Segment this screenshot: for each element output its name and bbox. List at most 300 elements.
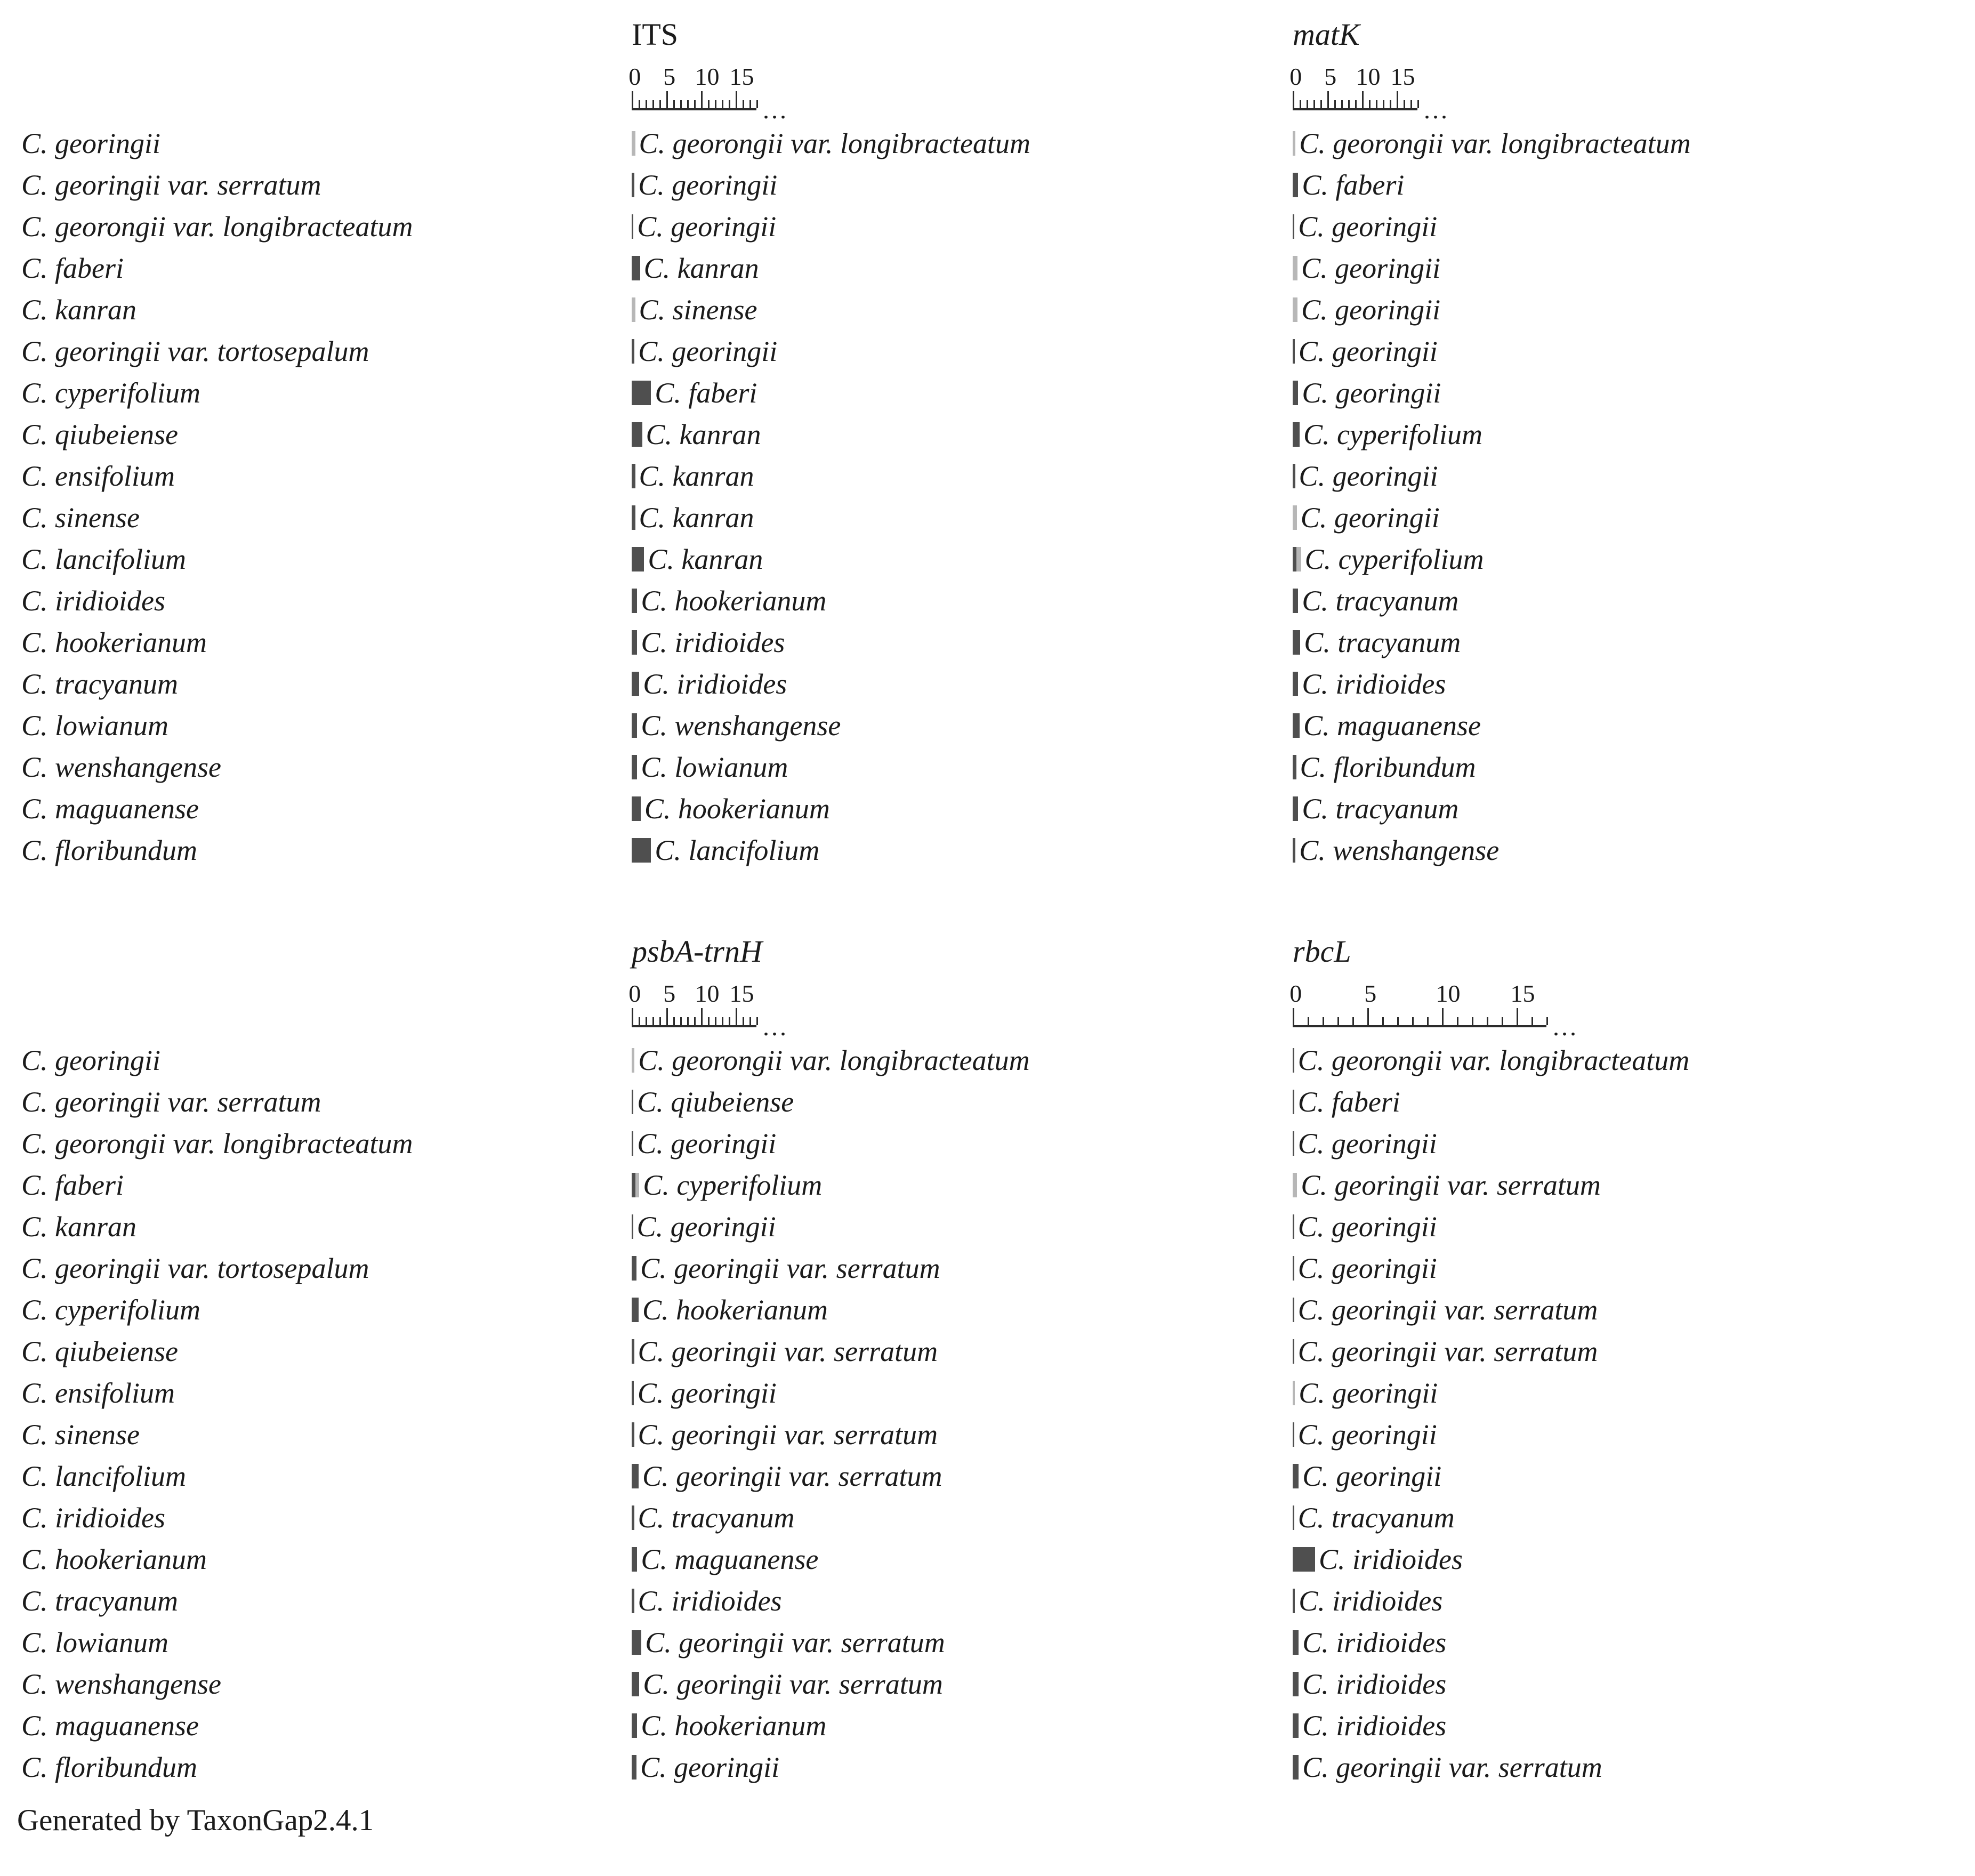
minor-tick [1341, 100, 1343, 108]
closest-neighbor-label: C. georingii var. serratum [1302, 1751, 1602, 1783]
panel-row [1293, 414, 1954, 455]
closest-neighbor-label: C. kanran [639, 502, 754, 534]
panel-row [632, 705, 1293, 746]
closest-neighbor-label: C. cyperifolium [1303, 418, 1482, 450]
distance-bar-segment-dark [632, 630, 637, 655]
panel-row [632, 414, 1293, 455]
panel-ITS [628, 13, 1293, 871]
taxon-label: C. floribundum [21, 1751, 198, 1783]
minor-tick [1376, 100, 1377, 108]
minor-tick [749, 100, 751, 108]
distance-bar-segment-dark [1293, 1298, 1294, 1322]
distance-bar-segment-light [1293, 1173, 1297, 1197]
distance-bar [1293, 1713, 1299, 1738]
closest-neighbor-label: C. georingii var. serratum [638, 1419, 938, 1451]
panel-row [1293, 1331, 1954, 1372]
distance-bar [1293, 505, 1297, 530]
minor-tick [1352, 1017, 1354, 1025]
distance-bar [632, 1630, 641, 1655]
distance-bar [632, 381, 651, 405]
distance-bar-segment-dark [1293, 1339, 1294, 1364]
closest-neighbor-label: C. georingii [1300, 502, 1440, 534]
minor-tick [1457, 1017, 1458, 1025]
minor-tick [1472, 1017, 1473, 1025]
minor-tick [1320, 100, 1322, 108]
panel-row [632, 663, 1293, 705]
major-tick [701, 91, 703, 108]
minor-tick [1410, 100, 1412, 108]
panel-row [1293, 1247, 1954, 1289]
closest-neighbor-label: C. georingii [1297, 1252, 1437, 1284]
distance-bar-segment-dark [632, 672, 639, 696]
closest-neighbor-label: C. georingii [1297, 1419, 1437, 1451]
minor-tick [756, 1017, 758, 1025]
minor-tick [1308, 1017, 1309, 1025]
minor-tick [756, 100, 758, 108]
distance-bar-segment-dark [1293, 1256, 1294, 1281]
closest-neighbor-label: C. tracyanum [638, 1502, 795, 1534]
panel-header [628, 930, 1293, 1041]
taxon-label: C. georongii var. longibracteatum [21, 211, 413, 243]
panel-row [632, 746, 1293, 788]
minor-tick [1382, 1017, 1384, 1025]
minor-tick [1313, 100, 1315, 108]
closest-neighbor-label: C. georingii [1299, 460, 1438, 492]
taxon-label: C. kanran [21, 1211, 136, 1243]
axis-line [1293, 90, 1417, 110]
closest-neighbor-label: C. qiubeiense [637, 1086, 794, 1118]
minor-tick [680, 100, 682, 108]
distance-bar [632, 1131, 633, 1156]
minor-tick [1502, 1017, 1503, 1025]
closest-neighbor-label: C. georingii [640, 1751, 780, 1783]
distance-bar-segment-dark [632, 1630, 641, 1655]
panel-title: rbcL [1293, 934, 1351, 969]
minor-tick [659, 100, 661, 108]
distance-bar [632, 422, 642, 447]
closest-neighbor-label: C. georingii [637, 211, 777, 243]
axis-tick-label: 10 [695, 980, 720, 1007]
panel-row [1293, 663, 1954, 705]
panel-row [632, 455, 1293, 497]
panel-header [1289, 930, 1954, 1041]
minor-tick [1337, 1017, 1339, 1025]
distance-bar-segment-dark [632, 713, 637, 738]
distance-bar [1293, 464, 1295, 488]
distance-bar [1293, 173, 1298, 197]
minor-tick [652, 1017, 654, 1025]
closest-neighbor-label: C. sinense [639, 294, 757, 326]
closest-neighbor-label: C. kanran [639, 460, 754, 492]
distance-bar-segment-light [1296, 547, 1301, 571]
axis-tick-label: 0 [628, 980, 641, 1007]
distance-bar [632, 796, 641, 821]
minor-tick [722, 100, 723, 108]
major-tick [1397, 91, 1398, 108]
distance-bar [632, 1090, 633, 1114]
closest-neighbor-label: C. georongii var. longibracteatum [1299, 127, 1691, 159]
distance-bar [632, 1256, 636, 1281]
closest-neighbor-label: C. kanran [646, 418, 761, 450]
taxon-label: C. georingii [21, 1044, 161, 1076]
distance-bar [632, 339, 634, 364]
major-tick [1517, 1008, 1518, 1025]
taxon-name-list [0, 930, 632, 1788]
scale-ruler [1289, 979, 1954, 1041]
axis-line [1293, 1007, 1546, 1027]
distance-bar [1293, 1422, 1294, 1447]
panel-row [632, 1331, 1293, 1372]
major-tick [736, 1008, 737, 1025]
minor-tick [1427, 1017, 1429, 1025]
distance-bar [632, 630, 637, 655]
taxon-label: C. hookerianum [21, 1543, 207, 1575]
minor-tick [743, 1017, 744, 1025]
closest-neighbor-label: C. georingii [638, 335, 778, 367]
panel-header [628, 13, 1293, 124]
taxon-label: C. wenshangense [21, 751, 221, 783]
minor-tick [1348, 100, 1350, 108]
distance-bar [1293, 131, 1295, 156]
major-tick [632, 1008, 633, 1025]
distance-bar [1293, 1672, 1299, 1696]
distance-bar [632, 1298, 639, 1322]
distance-bar-segment-light [1293, 505, 1297, 530]
minor-tick [708, 1017, 710, 1025]
distance-bar [632, 1048, 634, 1073]
minor-tick [1546, 1017, 1548, 1025]
panel-row [1293, 247, 1954, 289]
minor-tick [1300, 100, 1301, 108]
distance-bar [632, 214, 633, 239]
closest-neighbor-label: C. georingii var. serratum [1301, 1169, 1601, 1201]
distance-bar-segment-light [1293, 297, 1297, 322]
taxon-label: C. ensifolium [21, 1377, 175, 1409]
axis-tick-label: 5 [663, 63, 676, 90]
distance-bar-segment-dark [632, 339, 634, 364]
panel-row [632, 1414, 1293, 1455]
axis-line [632, 90, 756, 110]
minor-tick [1404, 100, 1405, 108]
closest-neighbor-label: C. wenshangense [1299, 834, 1500, 866]
distance-bar [632, 1464, 639, 1488]
minor-tick [673, 1017, 675, 1025]
minor-tick [1383, 100, 1384, 108]
closest-neighbor-label: C. iridioides [641, 626, 785, 658]
panel-row [632, 372, 1293, 414]
distance-bar-segment-dark [632, 381, 651, 405]
minor-tick [673, 100, 675, 108]
distance-bar-segment-dark [632, 1713, 637, 1738]
closest-neighbor-label: C. faberi [1297, 1086, 1400, 1118]
distance-bar-segment-dark [632, 214, 633, 239]
panel-row [632, 1289, 1293, 1331]
minor-tick [1323, 1017, 1324, 1025]
panel-row [1293, 1455, 1954, 1497]
closest-neighbor-label: C. maguanense [1303, 710, 1481, 742]
distance-bar [632, 1672, 639, 1696]
closest-neighbor-label: C. georingii var. serratum [1297, 1294, 1598, 1326]
distance-bar-segment-dark [1293, 838, 1295, 863]
minor-tick [729, 100, 730, 108]
panel-row [632, 1455, 1293, 1497]
minor-tick [743, 100, 744, 108]
distance-bar-segment-dark [1293, 589, 1298, 613]
distance-bar-segment-dark [1293, 1672, 1299, 1696]
panel-row [1293, 497, 1954, 538]
distance-bar-segment-dark [632, 1339, 634, 1364]
axis-tick-label: 0 [1289, 63, 1302, 90]
distance-bar-segment-dark [632, 422, 642, 447]
closest-neighbor-label: C. georingii [637, 1128, 777, 1160]
distance-bar-segment-dark [1293, 1713, 1299, 1738]
distance-bar-segment-dark [1293, 713, 1300, 738]
closest-neighbor-label: C. wenshangense [641, 710, 841, 742]
distance-bar-segment-dark [1293, 1422, 1294, 1447]
panel-row [632, 1247, 1293, 1289]
axis-tick-label: 10 [1356, 63, 1381, 90]
panel-row [1293, 1622, 1954, 1663]
minor-tick [722, 1017, 723, 1025]
generator-credit: Generated by TaxonGap2.4.1 [17, 1803, 374, 1837]
panel-row [632, 580, 1293, 622]
distance-bar [1293, 547, 1301, 571]
panel-row [632, 289, 1293, 331]
distance-bar-segment-dark [1293, 1755, 1299, 1780]
distance-bar-segment-light [635, 1173, 640, 1197]
panel-row [632, 164, 1293, 206]
distance-bar [1293, 339, 1295, 364]
distance-bar-segment-dark [1293, 464, 1295, 488]
panel-title: psbA-trnH [632, 934, 762, 969]
taxon-label: C. qiubeiense [21, 1335, 178, 1367]
minor-tick [1390, 100, 1391, 108]
closest-neighbor-label: C. faberi [655, 377, 757, 409]
distance-bar-segment-dark [632, 796, 641, 821]
minor-tick [715, 100, 716, 108]
closest-neighbor-label: C. georingii [1301, 294, 1441, 326]
closest-neighbor-label: C. iridioides [1299, 1585, 1443, 1617]
panel-row [1293, 788, 1954, 830]
panel-rows [632, 1040, 1293, 1788]
closest-neighbor-label: C. iridioides [1302, 1710, 1447, 1742]
distance-bar-segment-dark [1293, 422, 1300, 447]
closest-neighbor-label: C. hookerianum [641, 1710, 827, 1742]
distance-bar-segment-dark [1293, 1131, 1294, 1156]
panel-row [632, 1539, 1293, 1580]
panel-row [1293, 830, 1954, 871]
distance-bar-segment-dark [1293, 796, 1298, 821]
panel-row [1293, 580, 1954, 622]
panel-row [1293, 622, 1954, 663]
distance-bar [632, 838, 651, 863]
panel-title: matK [1293, 17, 1360, 52]
closest-neighbor-label: C. hookerianum [644, 793, 830, 825]
panel-row [632, 247, 1293, 289]
distance-bar-segment-dark [632, 1422, 634, 1447]
closest-neighbor-label: C. tracyanum [1302, 585, 1459, 617]
closest-neighbor-label: C. kanran [643, 252, 759, 284]
minor-tick [694, 1017, 696, 1025]
minor-tick [652, 100, 654, 108]
distance-bar [632, 1547, 637, 1572]
taxon-label: C. maguanense [21, 793, 199, 825]
distance-bar-segment-dark [632, 464, 635, 488]
distance-bar-segment-dark [1293, 339, 1295, 364]
taxon-label: C. lancifolium [21, 1460, 186, 1492]
minor-tick [687, 100, 689, 108]
distance-bar [1293, 1755, 1299, 1780]
distance-bar [632, 1381, 634, 1405]
panel-row [1293, 289, 1954, 331]
distance-bar-segment-dark [1293, 1505, 1294, 1530]
distance-bar-segment-dark [632, 1298, 639, 1322]
panel-title: ITS [632, 17, 678, 52]
panel-row [1293, 1081, 1954, 1123]
distance-bar-segment-dark [1293, 755, 1296, 779]
minor-tick [729, 1017, 730, 1025]
taxon-label: C. floribundum [21, 834, 198, 866]
taxon-label: C. iridioides [21, 585, 166, 617]
distance-bar-segment-dark [632, 505, 635, 530]
axis-tick-label: 10 [1436, 980, 1461, 1007]
major-tick [701, 1008, 703, 1025]
taxon-label: C. lancifolium [21, 543, 186, 575]
distance-bar [1293, 755, 1296, 779]
taxon-label: C. georongii var. longibracteatum [21, 1128, 413, 1160]
closest-neighbor-label: C. lowianum [641, 751, 788, 783]
closest-neighbor-label: C. floribundum [1300, 751, 1476, 783]
panel-row [632, 1123, 1293, 1164]
taxon-label: C. hookerianum [21, 626, 207, 658]
distance-bar [1293, 422, 1300, 447]
major-tick [666, 1008, 668, 1025]
distance-bar [1293, 630, 1300, 655]
axis-line [632, 1007, 756, 1027]
panel-row [1293, 1497, 1954, 1539]
minor-tick [1334, 100, 1336, 108]
minor-tick [659, 1017, 661, 1025]
taxon-label: C. georingii var. tortosepalum [21, 1252, 369, 1284]
distance-bar [632, 256, 640, 280]
closest-neighbor-label: C. hookerianum [641, 585, 827, 617]
closest-neighbor-label: C. iridioides [1302, 1668, 1447, 1700]
distance-bar [1293, 1630, 1299, 1655]
distance-bar-segment-dark [632, 838, 651, 863]
scale-overflow-ellipsis: ... [763, 1013, 788, 1041]
taxon-label: C. georingii var. serratum [21, 1086, 321, 1118]
scale-ruler [628, 979, 1293, 1041]
major-tick [632, 91, 633, 108]
closest-neighbor-label: C. georingii [1297, 1128, 1437, 1160]
panel-row [632, 123, 1293, 164]
panel-row [632, 788, 1293, 830]
distance-bar [1293, 713, 1300, 738]
taxon-label: C. iridioides [21, 1502, 166, 1534]
taxon-label: C. kanran [21, 294, 136, 326]
distance-bar-segment-dark [632, 547, 644, 571]
distance-bar [1293, 838, 1295, 863]
distance-bar-segment-dark [1293, 173, 1298, 197]
distance-bar-segment-dark [1293, 1589, 1295, 1613]
minor-tick [749, 1017, 751, 1025]
panel-row [1293, 1206, 1954, 1247]
distance-bar [1293, 381, 1298, 405]
distance-bar-segment-light [632, 131, 635, 156]
axis-tick-labels [1289, 979, 1954, 1007]
distance-bar [1293, 1464, 1299, 1488]
major-tick [1293, 1008, 1294, 1025]
distance-bar [1293, 1339, 1294, 1364]
panel-row [1293, 1663, 1954, 1705]
closest-neighbor-label: C. iridioides [643, 668, 787, 700]
distance-bar [1293, 1131, 1294, 1156]
panel-header [1289, 13, 1954, 124]
closest-neighbor-label: C. georingii [638, 169, 778, 201]
panel-row [632, 1746, 1293, 1788]
panel-row [632, 1164, 1293, 1206]
axis-tick-label: 0 [628, 63, 641, 90]
closest-neighbor-label: C. georingii var. serratum [638, 1335, 938, 1367]
axis-tick-labels [1289, 62, 1954, 90]
closest-neighbor-label: C. georingii [1297, 1211, 1437, 1243]
taxon-name-list [0, 13, 632, 871]
distance-bar-segment-light [1293, 1381, 1295, 1405]
axis-tick-label: 0 [1289, 980, 1302, 1007]
panel-row [632, 1040, 1293, 1081]
distance-bar [632, 755, 637, 779]
distance-bar [1293, 1298, 1294, 1322]
distance-bar-segment-dark [632, 1131, 633, 1156]
panel-row [1293, 372, 1954, 414]
panel-row [1293, 1289, 1954, 1331]
minor-tick [1355, 100, 1357, 108]
distance-bar [1293, 1381, 1295, 1405]
panel-row [1293, 1164, 1954, 1206]
distance-bar [632, 297, 635, 322]
taxon-label: C. georingii var. serratum [21, 169, 321, 201]
distance-bar-segment-dark [632, 1589, 634, 1613]
panel-matK [1289, 13, 1954, 871]
closest-neighbor-label: C. tracyanum [1302, 793, 1459, 825]
distance-bar [1293, 672, 1298, 696]
closest-neighbor-label: C. iridioides [1319, 1543, 1463, 1575]
major-tick [1362, 91, 1364, 108]
distance-bar-segment-dark [1293, 630, 1300, 655]
closest-neighbor-label: C. georingii [1298, 335, 1438, 367]
major-tick [1442, 1008, 1444, 1025]
distance-bar [632, 1589, 634, 1613]
distance-bar [632, 1173, 639, 1197]
scale-ruler [1289, 62, 1954, 124]
panel-row [632, 830, 1293, 871]
panel-row [1293, 331, 1954, 372]
scale-ruler [628, 62, 1293, 124]
distance-bar [632, 1755, 636, 1780]
distance-bar-segment-light [1293, 256, 1297, 280]
distance-bar-segment-dark [1293, 1630, 1299, 1655]
closest-neighbor-label: C. georingii [636, 1211, 776, 1243]
panel-row [632, 622, 1293, 663]
minor-tick [680, 1017, 682, 1025]
closest-neighbor-label: C. georingii [1298, 211, 1438, 243]
minor-tick [1397, 1017, 1399, 1025]
axis-tick-label: 5 [1364, 980, 1377, 1007]
distance-bar [632, 1339, 634, 1364]
distance-bar [632, 1505, 634, 1530]
minor-tick [639, 1017, 640, 1025]
taxon-label: C. sinense [21, 502, 140, 534]
